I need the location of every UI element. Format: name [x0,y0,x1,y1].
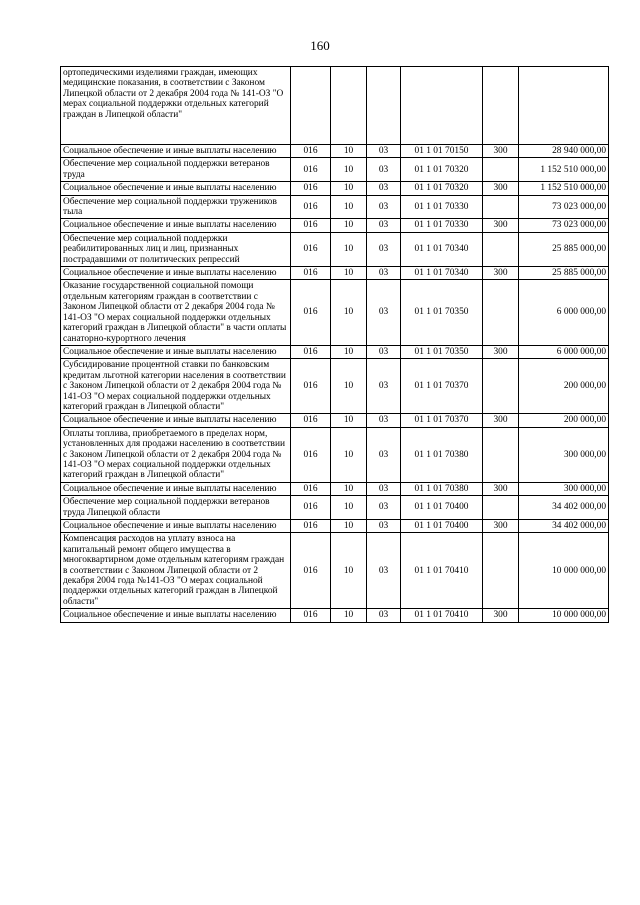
section-code-cell: 10 [331,609,367,622]
expense-type-cell: 300 [483,345,519,358]
article-code-cell: 01 1 01 70320 [401,182,483,195]
subsection-code-cell: 03 [367,359,401,414]
article-code-cell: 01 1 01 70320 [401,158,483,182]
row-name-cell: Социальное обеспечение и иные выплаты населению [61,482,291,495]
amount-cell: 34 402 000,00 [519,520,609,533]
section-code-cell: 10 [331,427,367,482]
row-name-cell: Социальное обеспечение и иные выплаты населению [61,520,291,533]
article-code-cell: 01 1 01 70380 [401,427,483,482]
subsection-code-cell: 03 [367,219,401,232]
section-code-cell: 10 [331,496,367,520]
ministry-code-cell: 016 [291,145,331,158]
row-name-cell: Субсидирование процентной ставки по банковским кредитам льготной категории населения в соответствии с Законом Липецкой области от 2 декабря 2004 года № 141-ОЗ "О мерах социальной поддержки отдельных категорий граждан в Липецкой области" [61,359,291,414]
amount-cell: 73 023 000,00 [519,195,609,219]
amount-cell: 1 152 510 000,00 [519,158,609,182]
article-code-cell: 01 1 01 70350 [401,345,483,358]
expense-type-cell [483,496,519,520]
table-row [61,609,609,622]
section-code-cell: 10 [331,267,367,280]
ministry-code-cell: 016 [291,182,331,195]
expense-type-cell [483,195,519,219]
row-name-cell: Социальное обеспечение и иные выплаты населению [61,219,291,232]
section-code-cell: 10 [331,520,367,533]
row-name-cell: Обеспечение мер социальной поддержки реабилитированных лиц и лиц, признанных пострадавшими от политических репрессий [61,232,291,266]
subsection-code-cell [367,67,401,145]
table-row [61,145,609,158]
amount-cell [519,67,609,145]
expense-type-cell: 300 [483,520,519,533]
budget-table [60,66,609,623]
article-code-cell: 01 1 01 70370 [401,359,483,414]
expense-type-cell: 300 [483,182,519,195]
expense-type-cell: 300 [483,609,519,622]
subsection-code-cell: 03 [367,520,401,533]
table-row [61,345,609,358]
amount-cell: 25 885 000,00 [519,267,609,280]
section-code-cell: 10 [331,145,367,158]
row-name-cell: Социальное обеспечение и иные выплаты населению [61,345,291,358]
table-row [61,427,609,482]
expense-type-cell [483,280,519,345]
article-code-cell: 01 1 01 70340 [401,232,483,266]
section-code-cell: 10 [331,345,367,358]
subsection-code-cell: 03 [367,145,401,158]
table-row [61,195,609,219]
expense-type-cell [483,427,519,482]
ministry-code-cell [291,67,331,145]
expense-type-cell [483,359,519,414]
expense-type-cell [483,533,519,609]
ministry-code-cell: 016 [291,195,331,219]
table-row [61,219,609,232]
ministry-code-cell: 016 [291,232,331,266]
article-code-cell: 01 1 01 70330 [401,219,483,232]
subsection-code-cell: 03 [367,496,401,520]
row-name-cell: Социальное обеспечение и иные выплаты населению [61,609,291,622]
table-row [61,232,609,266]
subsection-code-cell: 03 [367,195,401,219]
ministry-code-cell: 016 [291,219,331,232]
section-code-cell: 10 [331,482,367,495]
subsection-code-cell: 03 [367,533,401,609]
article-code-cell: 01 1 01 70350 [401,280,483,345]
row-name-cell: Социальное обеспечение и иные выплаты населению [61,145,291,158]
expense-type-cell [483,232,519,266]
row-name-cell: Обеспечение мер социальной поддержки тружеников тыла [61,195,291,219]
section-code-cell: 10 [331,359,367,414]
expense-type-cell: 300 [483,145,519,158]
article-code-cell: 01 1 01 70410 [401,533,483,609]
amount-cell: 25 885 000,00 [519,232,609,266]
table-row [61,496,609,520]
article-code-cell: 01 1 01 70380 [401,482,483,495]
expense-type-cell [483,158,519,182]
subsection-code-cell: 03 [367,414,401,427]
section-code-cell: 10 [331,232,367,266]
section-code-cell: 10 [331,414,367,427]
amount-cell: 300 000,00 [519,482,609,495]
row-name-cell: Социальное обеспечение и иные выплаты населению [61,414,291,427]
article-code-cell: 01 1 01 70410 [401,609,483,622]
section-code-cell: 10 [331,280,367,345]
amount-cell: 200 000,00 [519,359,609,414]
table-row [61,520,609,533]
table-row [61,359,609,414]
subsection-code-cell: 03 [367,280,401,345]
ministry-code-cell: 016 [291,609,331,622]
subsection-code-cell: 03 [367,158,401,182]
ministry-code-cell: 016 [291,482,331,495]
section-code-cell: 10 [331,195,367,219]
amount-cell: 300 000,00 [519,427,609,482]
row-name-cell: Оказание государственной социальной помощи отдельным категориям граждан в соответствии с Законом Липецкой области от 2 декабря 2004 года № 141-ОЗ "О мерах социальной поддержки отдельных категорий граждан в Липецкой области" в части оплаты санаторно-курортного лечения [61,280,291,345]
ministry-code-cell: 016 [291,533,331,609]
row-name-cell: Обеспечение мер социальной поддержки ветеранов труда [61,158,291,182]
expense-type-cell: 300 [483,414,519,427]
amount-cell: 1 152 510 000,00 [519,182,609,195]
ministry-code-cell: 016 [291,496,331,520]
table-row [61,280,609,345]
subsection-code-cell: 03 [367,482,401,495]
subsection-code-cell: 03 [367,345,401,358]
expense-type-cell: 300 [483,482,519,495]
table-row [61,533,609,609]
article-code-cell: 01 1 01 70400 [401,520,483,533]
subsection-code-cell: 03 [367,267,401,280]
article-code-cell [401,67,483,145]
ministry-code-cell: 016 [291,267,331,280]
section-code-cell: 10 [331,219,367,232]
article-code-cell: 01 1 01 70340 [401,267,483,280]
subsection-code-cell: 03 [367,232,401,266]
amount-cell: 6 000 000,00 [519,280,609,345]
row-name-cell: Социальное обеспечение и иные выплаты населению [61,267,291,280]
table-body [61,67,609,623]
amount-cell: 34 402 000,00 [519,496,609,520]
row-name-cell: ортопедическими изделиями граждан, имеющих медицинские показания, в соответствии с Законом Липецкой области от 2 декабря 2004 года № 141-ОЗ "О мерах социальной поддержки отдельных категорий граждан в Липецкой области" [61,67,291,145]
section-code-cell [331,67,367,145]
section-code-cell: 10 [331,533,367,609]
article-code-cell: 01 1 01 70400 [401,496,483,520]
subsection-code-cell: 03 [367,427,401,482]
article-code-cell: 01 1 01 70370 [401,414,483,427]
row-name-cell: Компенсация расходов на уплату взноса на капитальный ремонт общего имущества в многоквартирном доме отдельным категориям граждан в соответствии с Законом Липецкой области от 2 декабря 2004 года №141-ОЗ "О мерах социальной поддержки отдельных категорий граждан в Липецкой области" [61,533,291,609]
ministry-code-cell: 016 [291,414,331,427]
section-code-cell: 10 [331,158,367,182]
article-code-cell: 01 1 01 70330 [401,195,483,219]
table-row [61,158,609,182]
ministry-code-cell: 016 [291,280,331,345]
table-row [61,482,609,495]
table-row [61,67,609,145]
amount-cell: 6 000 000,00 [519,345,609,358]
ministry-code-cell: 016 [291,427,331,482]
amount-cell: 73 023 000,00 [519,219,609,232]
ministry-code-cell: 016 [291,520,331,533]
section-code-cell: 10 [331,182,367,195]
ministry-code-cell: 016 [291,158,331,182]
table-row [61,267,609,280]
amount-cell: 10 000 000,00 [519,609,609,622]
row-name-cell: Обеспечение мер социальной поддержки ветеранов труда Липецкой области [61,496,291,520]
amount-cell: 28 940 000,00 [519,145,609,158]
expense-type-cell [483,67,519,145]
subsection-code-cell: 03 [367,182,401,195]
table-row [61,414,609,427]
amount-cell: 200 000,00 [519,414,609,427]
table-row [61,182,609,195]
row-name-cell: Оплаты топлива, приобретаемого в пределах норм, установленных для продажи населению в соответствии с Законом Липецкой области от 2 декабря 2004 года № 141-ОЗ "О мерах социальной поддержки отдельных категорий граждан в Липецкой области" [61,427,291,482]
row-name-cell: Социальное обеспечение и иные выплаты населению [61,182,291,195]
subsection-code-cell: 03 [367,609,401,622]
ministry-code-cell: 016 [291,345,331,358]
ministry-code-cell: 016 [291,359,331,414]
article-code-cell: 01 1 01 70150 [401,145,483,158]
expense-type-cell: 300 [483,267,519,280]
page-number: 160 [310,38,330,53]
expense-type-cell: 300 [483,219,519,232]
amount-cell: 10 000 000,00 [519,533,609,609]
